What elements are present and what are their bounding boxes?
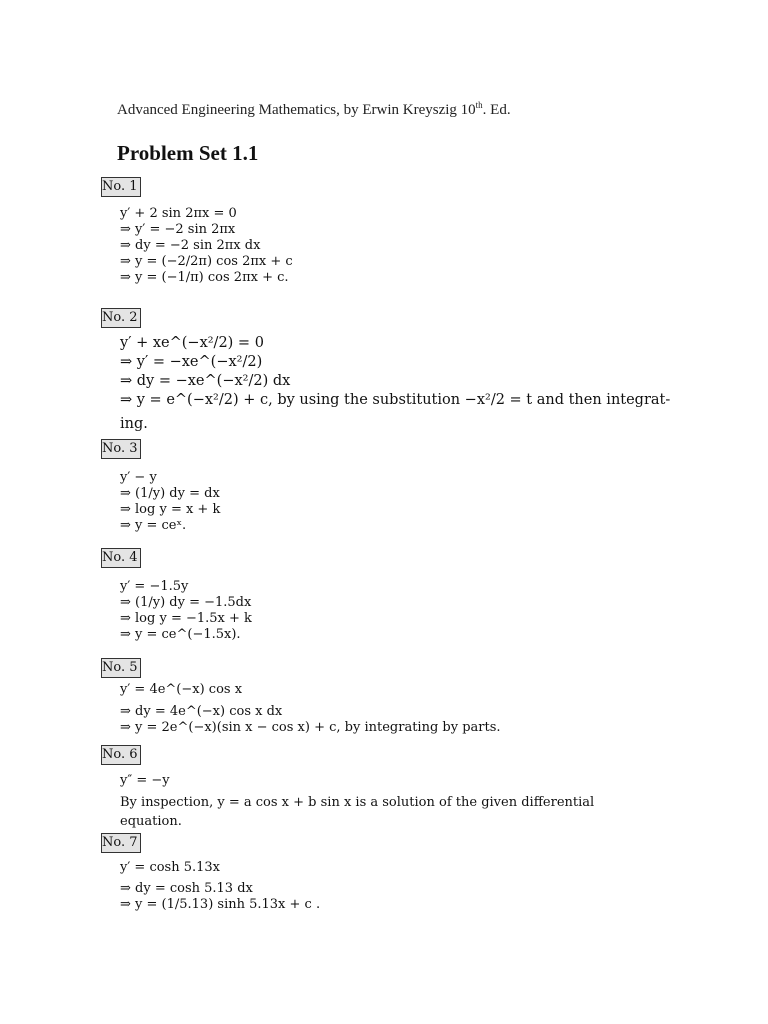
equation-line: y′ − y: [120, 470, 157, 485]
equation-line: ⇒ y′ = −xe^(−x²/2): [120, 354, 263, 370]
equation-line: y′ = cosh 5.13x: [120, 860, 221, 875]
problem-4-solution: [120, 579, 252, 643]
equation-line: y′ = 4e^(−x) cos x: [120, 682, 243, 697]
problem-2-solution: [120, 334, 670, 410]
problem-2-continuation: [120, 415, 148, 434]
header-text: Advanced Engineering Mathematics, by Erwin Kreyszig 10: [117, 102, 476, 118]
problem-3-solution: [120, 470, 220, 534]
equation-line: ⇒ y = (−2/2π) cos 2πx + c: [120, 254, 293, 269]
equation-line: ⇒ dy = 4e^(−x) cos x dx: [120, 704, 283, 719]
problem-label-2: No. 2: [101, 308, 141, 328]
equation-line: ⇒ dy = cosh 5.13 dx: [120, 881, 253, 896]
equation-line: ⇒ y = 2e^(−x)(sin x − cos x) + c, by integrating by parts.: [120, 720, 501, 735]
text-line: equation.: [120, 814, 182, 829]
equation-line: ⇒ (1/y) dy = −1.5dx: [120, 595, 252, 610]
problem-label-3: No. 3: [101, 439, 141, 459]
equation-line: y′ = −1.5y: [120, 579, 189, 594]
equation-line: ⇒ dy = −2 sin 2πx dx: [120, 238, 261, 253]
equation-line: y′ + xe^(−x²/2) = 0: [120, 335, 264, 351]
problem-label-6: No. 6: [101, 745, 141, 765]
equation-line: y″ = −y: [120, 773, 170, 788]
problem-label-1: No. 1: [101, 177, 141, 197]
page-title: Problem Set 1.1: [117, 141, 259, 165]
equation-line: ⇒ y = (−1/π) cos 2πx + c.: [120, 270, 289, 285]
problem-label-5: No. 5: [101, 658, 141, 678]
equation-line: ⇒ (1/y) dy = dx: [120, 486, 220, 501]
equation-line: ⇒ y = ceˣ.: [120, 518, 187, 533]
equation-line: ⇒ log y = x + k: [120, 502, 221, 517]
text-line: By inspection, y = a cos x + b sin x is a solution of the given differential: [120, 795, 595, 810]
problem-7-solution: [120, 860, 320, 913]
equation-line: ⇒ y = e^(−x²/2) + c, by using the substitution −x²/2 = t and then integrat-: [120, 392, 671, 408]
equation-line: y′ + 2 sin 2πx = 0: [120, 206, 237, 221]
equation-line: ⇒ y′ = −2 sin 2πx: [120, 222, 236, 237]
document-header: [117, 100, 511, 119]
equation-line: ⇒ dy = −xe^(−x²/2) dx: [120, 373, 291, 389]
equation-line: ⇒ y = (1/5.13) sinh 5.13x + c .: [120, 897, 321, 912]
header-text-end: . Ed.: [482, 102, 511, 118]
problem-label-4: No. 4: [101, 548, 141, 568]
problem-label-7: No. 7: [101, 833, 141, 853]
equation-line: ⇒ y = ce^(−1.5x).: [120, 627, 241, 642]
problem-5-solution: [120, 682, 501, 736]
equation-line: ⇒ log y = −1.5x + k: [120, 611, 252, 626]
problem-1-solution: [120, 206, 293, 286]
equation-line: ing.: [120, 416, 148, 432]
header-superscript: th: [475, 100, 483, 110]
problem-6-solution: [120, 773, 594, 831]
